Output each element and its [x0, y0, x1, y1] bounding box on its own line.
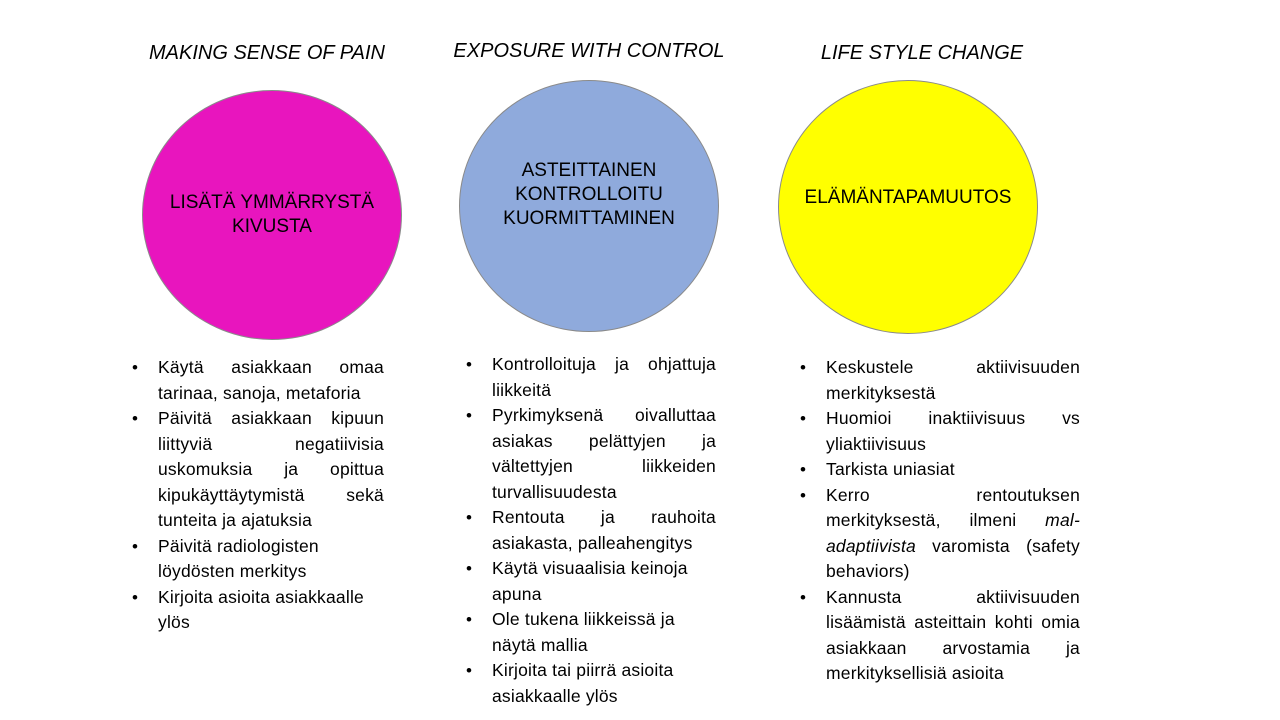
list-item: • Tarkista uniasiat [800, 457, 1080, 483]
circle-3-label: ELÄMÄNTAPAMUUTOS [804, 187, 1012, 208]
list-item: • Huomioi inaktiivisuus vs yliaktiivisuus [800, 406, 1080, 457]
circle-exposure [459, 80, 719, 332]
bullet-text-italic: mal-adaptiivista [826, 510, 1080, 556]
column-2-bullet-list [466, 352, 716, 709]
list-item: • Päivitä asiakkaan kipuun liittyviä negatiivisia uskomuksia ja opittua kipukäyttäytymistä sekä tunteita ja ajatuksia [132, 406, 384, 534]
bullet-text-part: Kerro rentoutuksen merkityksestä, ilmeni [826, 484, 1080, 530]
bullet-text-part: varomista (safety behaviors) [826, 535, 1080, 581]
list-item: • Käytä asiakkaan omaa tarinaa, sanoja, metaforia [132, 355, 384, 406]
circle-making-sense [142, 90, 402, 340]
column-2-title: EXPOSURE WITH CONTROL [453, 40, 725, 62]
list-item: • Käytä visuaalisia keinoja apuna [466, 556, 716, 607]
column-1-bullet-list [132, 355, 384, 636]
list-item: • Rentouta ja rauhoita asiakasta, palleahengitys [466, 505, 716, 556]
list-item: • Ole tukena liikkeissä ja näytä mallia [466, 607, 716, 658]
list-item: • Kannusta aktiivisuuden lisäämistä asteittain kohti omia asiakkaan arvostamia ja merkityksellisiä asioita [800, 585, 1080, 687]
column-1-title: MAKING SENSE OF PAIN [149, 42, 385, 64]
list-item: • Pyrkimyksenä oivalluttaa asiakas pelättyjen ja vältettyjen liikkeiden turvallisuudesta [466, 403, 716, 505]
list-item: • Päivitä radiologisten löydösten merkitys [132, 534, 384, 585]
column-3-title: LIFE STYLE CHANGE [820, 42, 1024, 64]
circle-2-label: ASTEITTAINEN KONTROLLOITU KUORMITTAMINEN [503, 160, 675, 229]
list-item: • Kontrolloituja ja ohjattuja liikkeitä [466, 352, 716, 403]
list-item: • Keskustele aktiivisuuden merkityksestä [800, 355, 1080, 406]
list-item [800, 483, 1080, 585]
list-item: • Kirjoita asioita asiakkaalle ylös [132, 585, 384, 636]
column-3-bullet-list [800, 355, 1080, 687]
circle-1-label: LISÄTÄ YMMÄRRYSTÄ KIVUSTA [169, 192, 375, 237]
list-item: • Kirjoita tai piirrä asioita asiakkaalle ylös [466, 658, 716, 709]
circle-life-style [778, 80, 1038, 334]
